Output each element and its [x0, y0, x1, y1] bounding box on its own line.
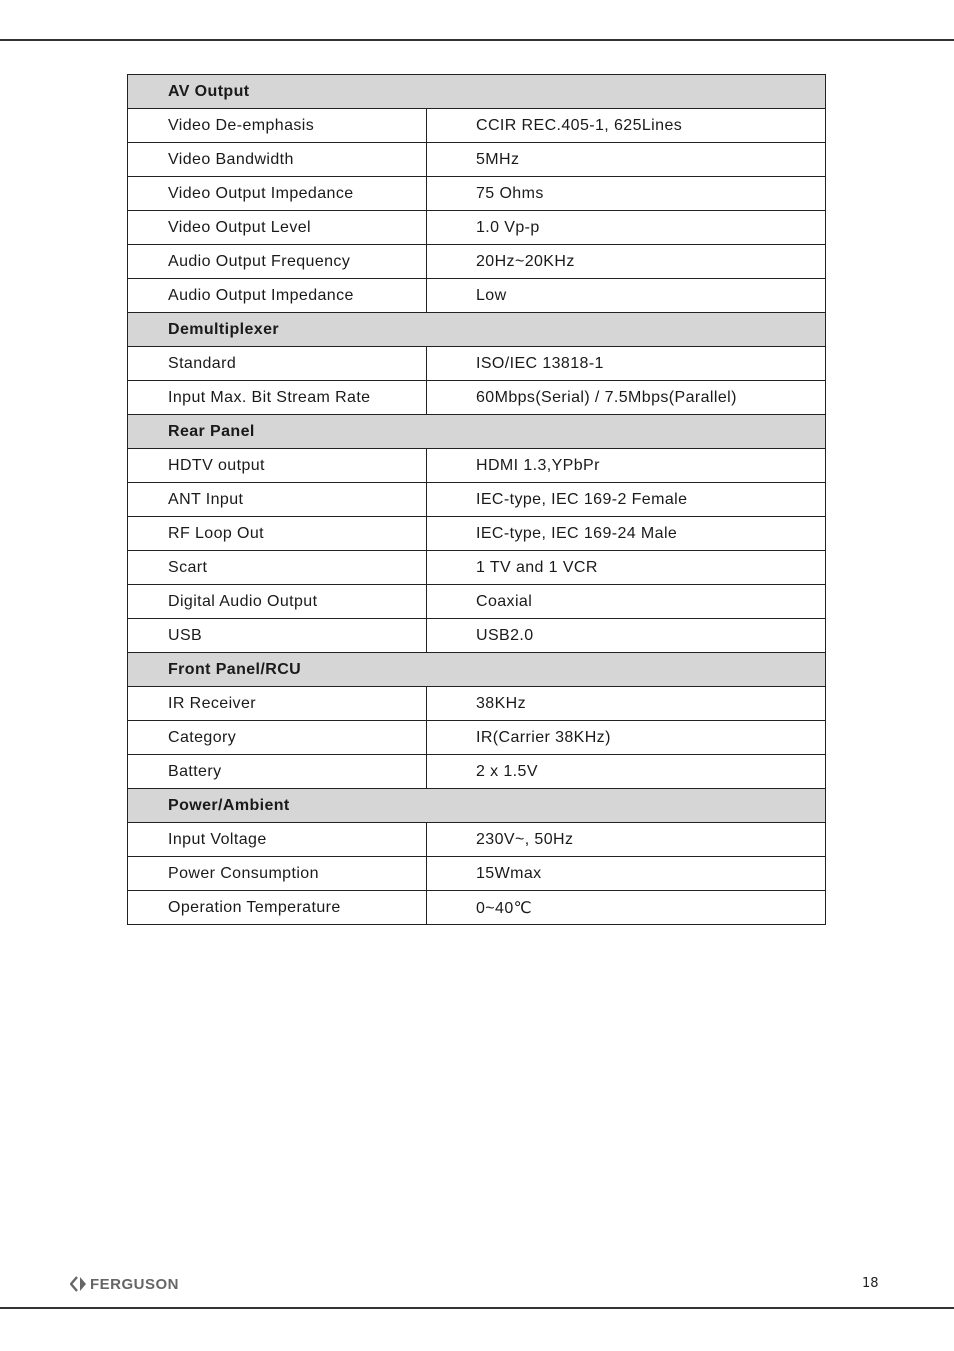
table-row [128, 857, 826, 891]
spec-label: USB [128, 619, 427, 653]
spec-label: Battery [128, 755, 427, 789]
table-row [128, 211, 826, 245]
ferguson-logo-icon [70, 1276, 88, 1292]
page-number: 18 [862, 1276, 879, 1291]
table-row [128, 279, 826, 313]
table-row [128, 891, 826, 925]
table-row [128, 687, 826, 721]
table-row [128, 483, 826, 517]
table-row [128, 109, 826, 143]
spec-value: Coaxial [427, 585, 826, 619]
spec-value: IR(Carrier 38KHz) [427, 721, 826, 755]
spec-value: 60Mbps(Serial) / 7.5Mbps(Parallel) [427, 381, 826, 415]
spec-value: HDMI 1.3,YPbPr [427, 449, 826, 483]
spec-label: Video De-emphasis [128, 109, 427, 143]
spec-label: Standard [128, 347, 427, 381]
spec-value: USB2.0 [427, 619, 826, 653]
spec-value: 20Hz~20KHz [427, 245, 826, 279]
table-row [128, 381, 826, 415]
spec-label: Input Voltage [128, 823, 427, 857]
section-header-row [128, 653, 826, 687]
table-row [128, 755, 826, 789]
table-row [128, 823, 826, 857]
brand-name: FERGUSON [90, 1275, 180, 1293]
spec-label: Input Max. Bit Stream Rate [128, 381, 427, 415]
spec-value: IEC-type, IEC 169-2 Female [427, 483, 826, 517]
bottom-rule [0, 1307, 954, 1309]
spec-label: HDTV output [128, 449, 427, 483]
table-row [128, 143, 826, 177]
table-row [128, 449, 826, 483]
section-title: Rear Panel [128, 415, 826, 449]
section-title: Demultiplexer [128, 313, 826, 347]
spec-value: 75 Ohms [427, 177, 826, 211]
spec-value: 38KHz [427, 687, 826, 721]
spec-value: 2 x 1.5V [427, 755, 826, 789]
spec-label: Video Output Level [128, 211, 427, 245]
spec-value: 1.0 Vp-p [427, 211, 826, 245]
spec-label: Video Bandwidth [128, 143, 427, 177]
section-header-row [128, 313, 826, 347]
table-row [128, 517, 826, 551]
spec-value: ISO/IEC 13818-1 [427, 347, 826, 381]
spec-table-body [128, 75, 826, 925]
spec-value: Low [427, 279, 826, 313]
spec-label: Power Consumption [128, 857, 427, 891]
spec-label: ANT Input [128, 483, 427, 517]
section-title: AV Output [128, 75, 826, 109]
spec-value: 1 TV and 1 VCR [427, 551, 826, 585]
table-row [128, 551, 826, 585]
spec-label: Category [128, 721, 427, 755]
table-row [128, 245, 826, 279]
spec-label: Audio Output Frequency [128, 245, 427, 279]
spec-label: Digital Audio Output [128, 585, 427, 619]
spec-label: Operation Temperature [128, 891, 427, 925]
spec-value: 230V~, 50Hz [427, 823, 826, 857]
spec-label: RF Loop Out [128, 517, 427, 551]
table-row [128, 619, 826, 653]
table-row [128, 585, 826, 619]
spec-table [127, 74, 826, 925]
spec-value: 15Wmax [427, 857, 826, 891]
table-row [128, 721, 826, 755]
spec-value: 0~40℃ [427, 891, 826, 925]
section-title: Front Panel/RCU [128, 653, 826, 687]
spec-label: Audio Output Impedance [128, 279, 427, 313]
spec-value: CCIR REC.405-1, 625Lines [427, 109, 826, 143]
table-row [128, 177, 826, 211]
spec-label: Scart [128, 551, 427, 585]
table-row [128, 347, 826, 381]
section-header-row [128, 789, 826, 823]
spec-label: IR Receiver [128, 687, 427, 721]
spec-label: Video Output Impedance [128, 177, 427, 211]
spec-value: 5MHz [427, 143, 826, 177]
section-header-row [128, 75, 826, 109]
spec-value: IEC-type, IEC 169-24 Male [427, 517, 826, 551]
top-rule [0, 39, 954, 41]
section-title: Power/Ambient [128, 789, 826, 823]
section-header-row [128, 415, 826, 449]
footer-logo [70, 1274, 179, 1294]
